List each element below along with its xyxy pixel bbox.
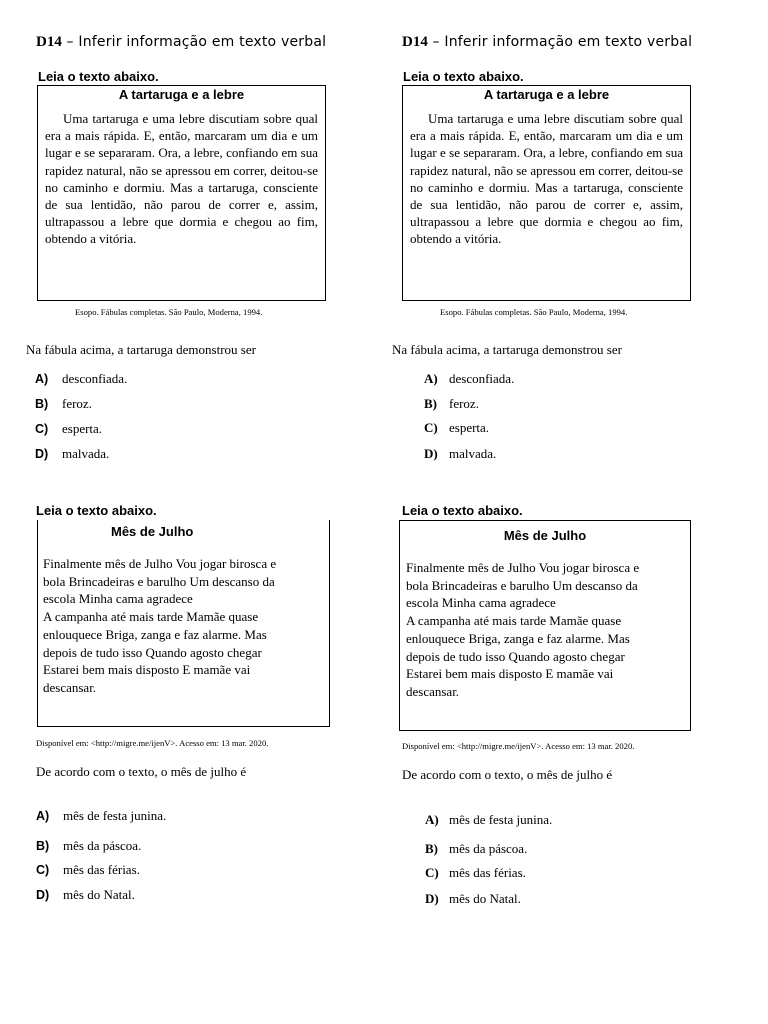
instruction-1: Leia o texto abaixo. bbox=[403, 69, 524, 84]
option-b[interactable] bbox=[425, 841, 527, 857]
poem-title: Mês de Julho bbox=[503, 528, 587, 543]
descriptor-code: D14 bbox=[402, 34, 428, 50]
poem-line: enlouquece Briga, zanga e faz alarme. Mas bbox=[406, 630, 630, 646]
poem-line: Finalmente mês de Julho Vou jogar birosca e bbox=[406, 560, 640, 575]
option-letter: D) bbox=[425, 891, 439, 906]
option-letter: C) bbox=[36, 863, 50, 877]
option-a[interactable] bbox=[36, 808, 166, 824]
poem-line: Estarei bem mais disposto E mamãe vai bbox=[43, 662, 251, 678]
option-d[interactable] bbox=[425, 891, 521, 907]
option-b[interactable] bbox=[36, 838, 141, 854]
fable-source: Esopo. Fábulas completas. São Paulo, Moderna, 1994. bbox=[75, 307, 263, 317]
fable-text-box bbox=[402, 85, 691, 301]
option-text: malvada. bbox=[62, 446, 110, 461]
option-d[interactable] bbox=[424, 446, 496, 462]
poem-source: Disponível em: <http://migre.me/ijenV>. Acesso em: 13 mar. 2020. bbox=[402, 741, 635, 751]
poem-line: escola Minha cama agradece bbox=[43, 591, 193, 607]
poem-line: descansar. bbox=[406, 683, 460, 699]
option-letter: B) bbox=[36, 839, 50, 853]
fable-body bbox=[45, 110, 318, 248]
poem-body bbox=[406, 559, 686, 701]
descriptor-code: D14 bbox=[36, 34, 62, 50]
instruction-2: Leia o texto abaixo. bbox=[36, 503, 157, 518]
question-2: De acordo com o texto, o mês de julho é bbox=[402, 767, 613, 782]
poem-line: depois de tudo isso Quando agosto chegar bbox=[406, 648, 625, 664]
descriptor-title: Inferir informação em texto verbal bbox=[78, 34, 327, 50]
option-letter: A) bbox=[35, 372, 49, 386]
poem-source: Disponível em: <http://migre.me/ijenV>. Acesso em: 13 mar. 2020. bbox=[36, 738, 269, 748]
option-letter: C) bbox=[425, 865, 439, 880]
option-a[interactable] bbox=[425, 812, 552, 828]
question-1: Na fábula acima, a tartaruga demonstrou ser bbox=[26, 342, 256, 357]
poem-line: Finalmente mês de Julho Vou jogar birosca e bbox=[43, 556, 277, 571]
fable-text-box bbox=[37, 85, 326, 301]
question-1: Na fábula acima, a tartaruga demonstrou ser bbox=[392, 342, 622, 357]
option-c[interactable] bbox=[424, 420, 489, 436]
option-letter: B) bbox=[35, 397, 49, 411]
option-text: malvada. bbox=[449, 446, 497, 461]
option-text: mês do Natal. bbox=[449, 891, 521, 906]
option-letter: D) bbox=[35, 447, 49, 461]
option-letter: B) bbox=[425, 841, 438, 856]
fable-title: A tartaruga e a lebre bbox=[118, 87, 245, 102]
option-c[interactable] bbox=[35, 421, 102, 437]
fable-body bbox=[410, 110, 683, 248]
option-b[interactable] bbox=[35, 396, 92, 412]
option-text: mês do Natal. bbox=[63, 887, 135, 902]
poem-text-box bbox=[37, 520, 330, 727]
option-text: mês da páscoa. bbox=[63, 838, 142, 853]
option-letter: A) bbox=[36, 809, 50, 823]
header-separator: – bbox=[427, 34, 445, 50]
poem-line: A campanha até mais tarde Mamãe quase bbox=[43, 609, 259, 625]
instruction-1: Leia o texto abaixo. bbox=[38, 69, 159, 84]
option-text: mês da páscoa. bbox=[449, 841, 528, 856]
option-c[interactable] bbox=[425, 865, 526, 881]
option-letter: A) bbox=[424, 371, 438, 386]
descriptor-title: Inferir informação em texto verbal bbox=[444, 34, 693, 50]
right-column bbox=[390, 0, 730, 1024]
question-2: De acordo com o texto, o mês de julho é bbox=[36, 764, 247, 779]
option-text: feroz. bbox=[449, 396, 479, 411]
option-text: mês de festa junina. bbox=[449, 812, 553, 827]
option-text: feroz. bbox=[62, 396, 92, 411]
option-text: esperta. bbox=[62, 421, 103, 436]
poem-line: bola Brincadeiras e barulho Um descanso da bbox=[406, 577, 638, 593]
poem-line: escola Minha cama agradece bbox=[406, 595, 556, 611]
poem-line: A campanha até mais tarde Mamãe quase bbox=[406, 613, 622, 629]
left-column bbox=[24, 0, 364, 1024]
poem-line: enlouquece Briga, zanga e faz alarme. Mas bbox=[43, 626, 267, 642]
poem-body bbox=[43, 555, 325, 697]
option-text: esperta. bbox=[449, 420, 490, 435]
option-c[interactable] bbox=[36, 862, 140, 878]
poem-line: depois de tudo isso Quando agosto chegar bbox=[43, 644, 262, 660]
option-a[interactable] bbox=[35, 371, 127, 387]
instruction-2: Leia o texto abaixo. bbox=[402, 503, 523, 518]
header-separator: – bbox=[61, 34, 79, 50]
fable-paragraph: Uma tartaruga e uma lebre discutiam sobre qual era a mais rápida. E, então, marcaram um dia e um lugar e se separaram. Ora, a lebre, confiando em sua rapidez natural, não se apressou em correr, deitou-se no caminho e dormiu. Mas a tartaruga, consciente de sua lentidão, não parou de correr e, assim, ultrapassou a lebre que dormia e chegou ao fim, obtendo a vitória. bbox=[45, 111, 318, 247]
option-text: desconfiada. bbox=[449, 371, 515, 386]
page-header bbox=[402, 34, 692, 51]
option-letter: D) bbox=[36, 888, 50, 902]
option-text: mês das férias. bbox=[63, 862, 140, 877]
poem-line: Estarei bem mais disposto E mamãe vai bbox=[406, 666, 614, 682]
option-letter: B) bbox=[424, 396, 437, 411]
option-text: mês de festa junina. bbox=[63, 808, 167, 823]
page-header bbox=[36, 34, 326, 51]
poem-text-box bbox=[399, 520, 691, 731]
fable-source: Esopo. Fábulas completas. São Paulo, Moderna, 1994. bbox=[440, 307, 628, 317]
fable-paragraph: Uma tartaruga e uma lebre discutiam sobre qual era a mais rápida. E, então, marcaram um dia e um lugar e se separaram. Ora, a lebre, confiando em sua rapidez natural, não se apressou em correr, deitou-se no caminho e dormiu. Mas a tartaruga, consciente de sua lentidão, não parou de correr e, assim, ultrapassou a lebre que dormia e chegou ao fim, obtendo a vitória. bbox=[410, 111, 683, 247]
poem-line: descansar. bbox=[43, 679, 97, 695]
option-text: mês das férias. bbox=[449, 865, 526, 880]
option-letter: D) bbox=[424, 446, 438, 461]
poem-line: bola Brincadeiras e barulho Um descanso da bbox=[43, 573, 275, 589]
option-letter: C) bbox=[35, 422, 49, 436]
option-letter: A) bbox=[425, 812, 439, 827]
fable-title: A tartaruga e a lebre bbox=[483, 87, 610, 102]
option-b[interactable] bbox=[424, 396, 479, 412]
option-letter: C) bbox=[424, 420, 438, 435]
option-d[interactable] bbox=[36, 887, 135, 903]
option-d[interactable] bbox=[35, 446, 109, 462]
poem-title: Mês de Julho bbox=[111, 524, 194, 539]
option-a[interactable] bbox=[424, 371, 514, 387]
option-text: desconfiada. bbox=[62, 371, 128, 386]
